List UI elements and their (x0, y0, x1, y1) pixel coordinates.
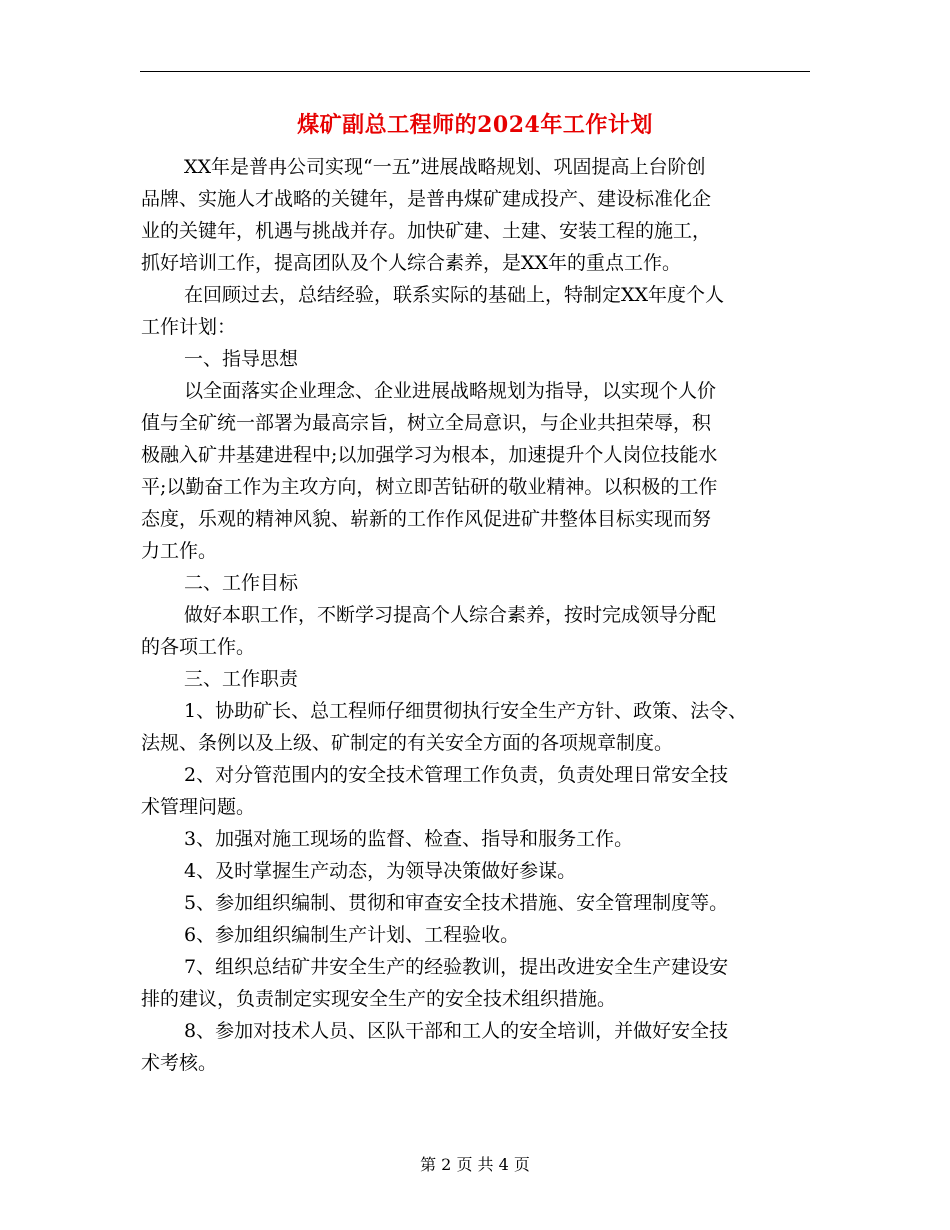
text-line: 工作计划： (141, 316, 237, 338)
text-line: 6、参加组织编制生产计划、工程验收。 (184, 924, 520, 946)
text-line: 业的关键年，机遇与挑战并存。加快矿建、土建、安装工程的施工， (141, 220, 712, 242)
text-line: 排的建议，负责制定实现安全生产的安全技术组织措施。 (141, 988, 617, 1010)
text-line: 品牌、实施人才战略的关键年，是普冉煤矿建成投产、建设标准化企 (141, 188, 712, 210)
text-line: 4、及时掌握生产动态，为领导决策做好参谋。 (184, 860, 577, 882)
text-line: 抓好培训工作，提高团队及个人综合素养，是XX年的重点工作。 (141, 252, 682, 274)
text-line: 做好本职工作，不断学习提高个人综合素养，按时完成领导分配 (184, 604, 717, 626)
text-line: 值与全矿统一部署为最高宗旨，树立全局意识，与企业共担荣辱，积 (141, 412, 712, 434)
text-line: 力工作。 (141, 540, 218, 562)
document-body (141, 151, 809, 1079)
text-line: 的各项工作。 (141, 636, 256, 658)
text-line: 法规、条例以及上级、矿制定的有关安全方面的各项规章制度。 (141, 732, 674, 754)
text-line: 态度，乐观的精神风貌、崭新的工作作风促进矿井整体目标实现而努 (141, 508, 712, 530)
text-line: XX年是普冉公司实现“一五”进展战略规划、巩固提高上台阶创 (184, 156, 706, 178)
text-line: 极融入矿井基建进程中;以加强学习为根本，加速提升个人岗位技能水 (141, 444, 718, 466)
text-line: 术管理问题。 (141, 796, 256, 818)
page-footer: 第 2 页 共 4 页 (420, 1155, 530, 1174)
text-line: 平;以勤奋工作为主攻方向，树立即苦钻研的敬业精神。以积极的工作 (141, 476, 718, 498)
text-line: 在回顾过去，总结经验，联系实际的基础上，特制定XX年度个人 (184, 284, 725, 306)
text-line: 3、加强对施工现场的监督、检查、指导和服务工作。 (184, 828, 634, 850)
text-line: 5、参加组织编制、贯彻和审查安全技术措施、安全管理制度等。 (184, 892, 729, 914)
text-line: 2、对分管范围内的安全技术管理工作负责，负责处理日常安全技 (184, 764, 729, 786)
text-line: 二、工作目标 (184, 572, 299, 594)
text-line: 以全面落实企业理念、企业进展战略规划为指导，以实现个人价 (184, 380, 717, 402)
text-line: 1、协助矿长、总工程师仔细贯彻执行安全生产方针、政策、法令、 (184, 700, 748, 722)
header-rule (140, 71, 810, 72)
text-line: 7、组织总结矿井安全生产的经验教训，提出改进安全生产建设安 (184, 956, 729, 978)
text-line: 术考核。 (141, 1052, 218, 1074)
text-line: 一、指导思想 (184, 348, 299, 370)
text-line: 三、工作职责 (184, 668, 299, 690)
text-line: 8、参加对技术人员、区队干部和工人的安全培训，并做好安全技 (184, 1020, 729, 1042)
document-title: 煤矿副总工程师的2024年工作计划 (297, 112, 653, 138)
